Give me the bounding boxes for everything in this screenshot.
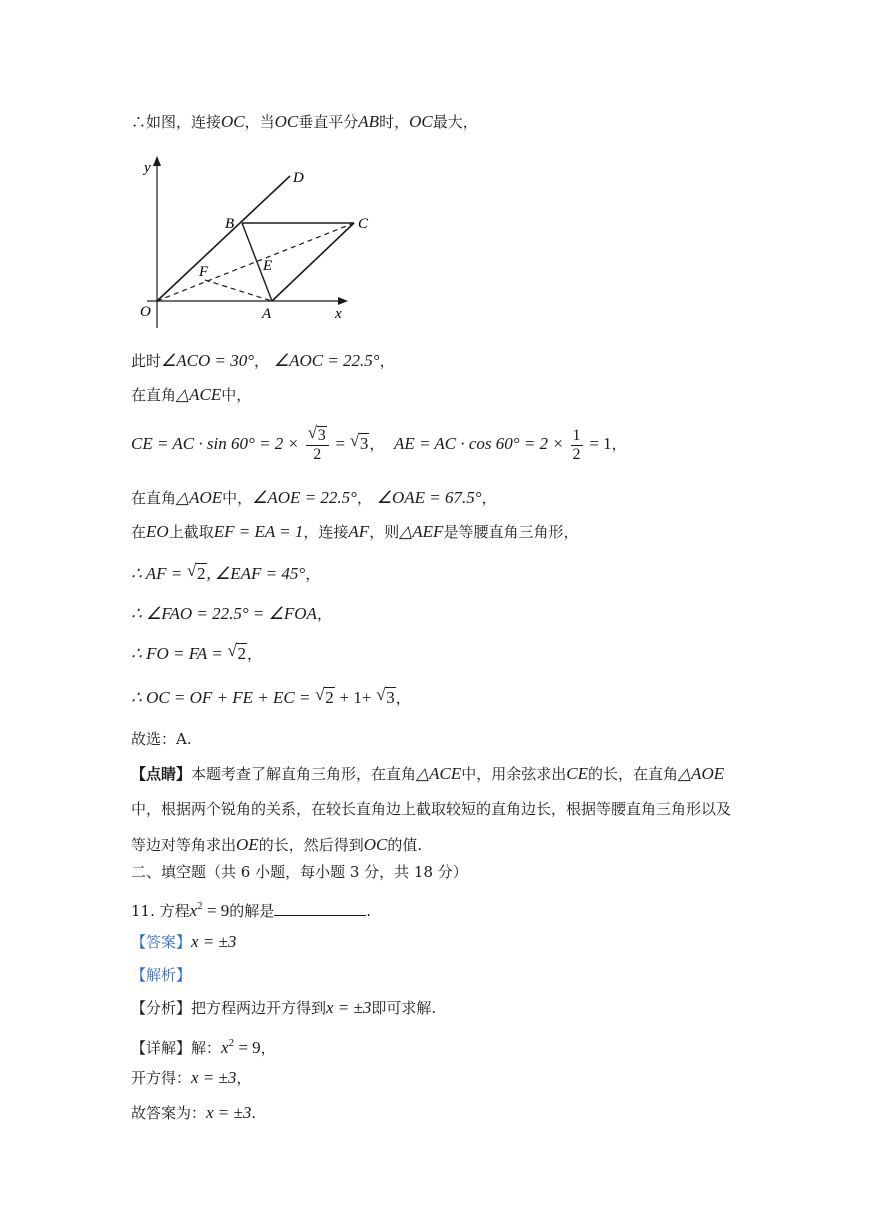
text-line-10: ∴ OC = OF + FE + EC = √ 2 + 1+ √ 3， [131, 685, 411, 707]
text-line-8: ∴ ∠FAO = 22.5° = ∠FOA， [131, 604, 332, 623]
dashed-oc [157, 223, 354, 301]
section-heading: 二、填空题（共 6 小题，每小题 3 分，共 18 分） [131, 863, 468, 881]
fraction-1-over-2: $\frac{1}{2}$ [572, 426, 581, 463]
answer-tag: 【答案】 [131, 933, 192, 951]
x-axis-arrow [338, 297, 348, 305]
text-line-2: 此时∠ACO = 30°， ∠AOC = 22.5°， [131, 351, 395, 370]
label-y: y [144, 160, 151, 176]
ray-od [157, 176, 290, 301]
final-answer-line: 故答案为：x = ±3. [131, 1103, 257, 1122]
label-e: E [263, 258, 273, 274]
label-a: A [262, 306, 272, 322]
text-line-7: ∴ AF = √ 2, ∠EAF = 45°， [131, 561, 321, 583]
text-line-9: ∴ FO = FA = √ 2， [131, 641, 262, 663]
kaifang-line: 开方得：x = ±3， [131, 1068, 252, 1087]
question-11: 11. 方程$x^2 = 9$的解是 . [131, 900, 372, 920]
dashed-fa [205, 280, 272, 301]
label-c: C [358, 216, 369, 232]
label-b: B [225, 216, 235, 232]
label-o: O [140, 304, 151, 320]
label-f: F [199, 264, 209, 280]
analysis-tag-line [131, 965, 191, 985]
xiangjie-line: 【详解】解：$x^2 = 9$， [131, 1037, 276, 1057]
answer-blank [274, 901, 366, 916]
label-x: x [335, 306, 342, 322]
segment-ca [272, 223, 354, 301]
comment-paragraph: 【点睛】本题考查了解直角三角形，在直角△ACE中，用余弦求出CE的长，在直角△AOE 中，根据两个锐角的关系，在较长直角边上截取较短的直角边长，根据等腰直角三角形以及 等边对等角求出OE的长，然后得到OC的值. [131, 764, 732, 854]
text-line-3: 在直角△ACE中， [131, 385, 252, 404]
analysis-tag: 【解析】 [131, 966, 192, 984]
text-line-11: 故选：A. [131, 730, 192, 748]
fraction-sqrt3-over-2: √ 3 2 [306, 427, 329, 464]
text-line-1: ∴如图，连接OC，当OC垂直平分AB时，OC最大， [131, 112, 478, 131]
fenxi-line: 【分析】把方程两边开方得到x = ±3即可求解. [131, 998, 437, 1017]
label-d: D [293, 170, 304, 186]
answer-line: 【答案】x = ±3 [131, 932, 237, 951]
y-axis-arrow [153, 156, 161, 166]
text-line-5: 在直角△AOE中，∠AOE = 22.5°， ∠OAE = 67.5°， [131, 488, 497, 507]
geometry-figure [132, 150, 369, 340]
text-line-4-formula: CE = AC · sin 60° = 2 × √ 3 2 = √ 3， AE = AC · cos 60° = 2 × $\frac{1}{2}$ = 1， [131, 422, 627, 463]
text-line-6: 在EO上截取EF = EA = 1，连接AF，则△AEF是等腰直角三角形， [131, 522, 579, 541]
